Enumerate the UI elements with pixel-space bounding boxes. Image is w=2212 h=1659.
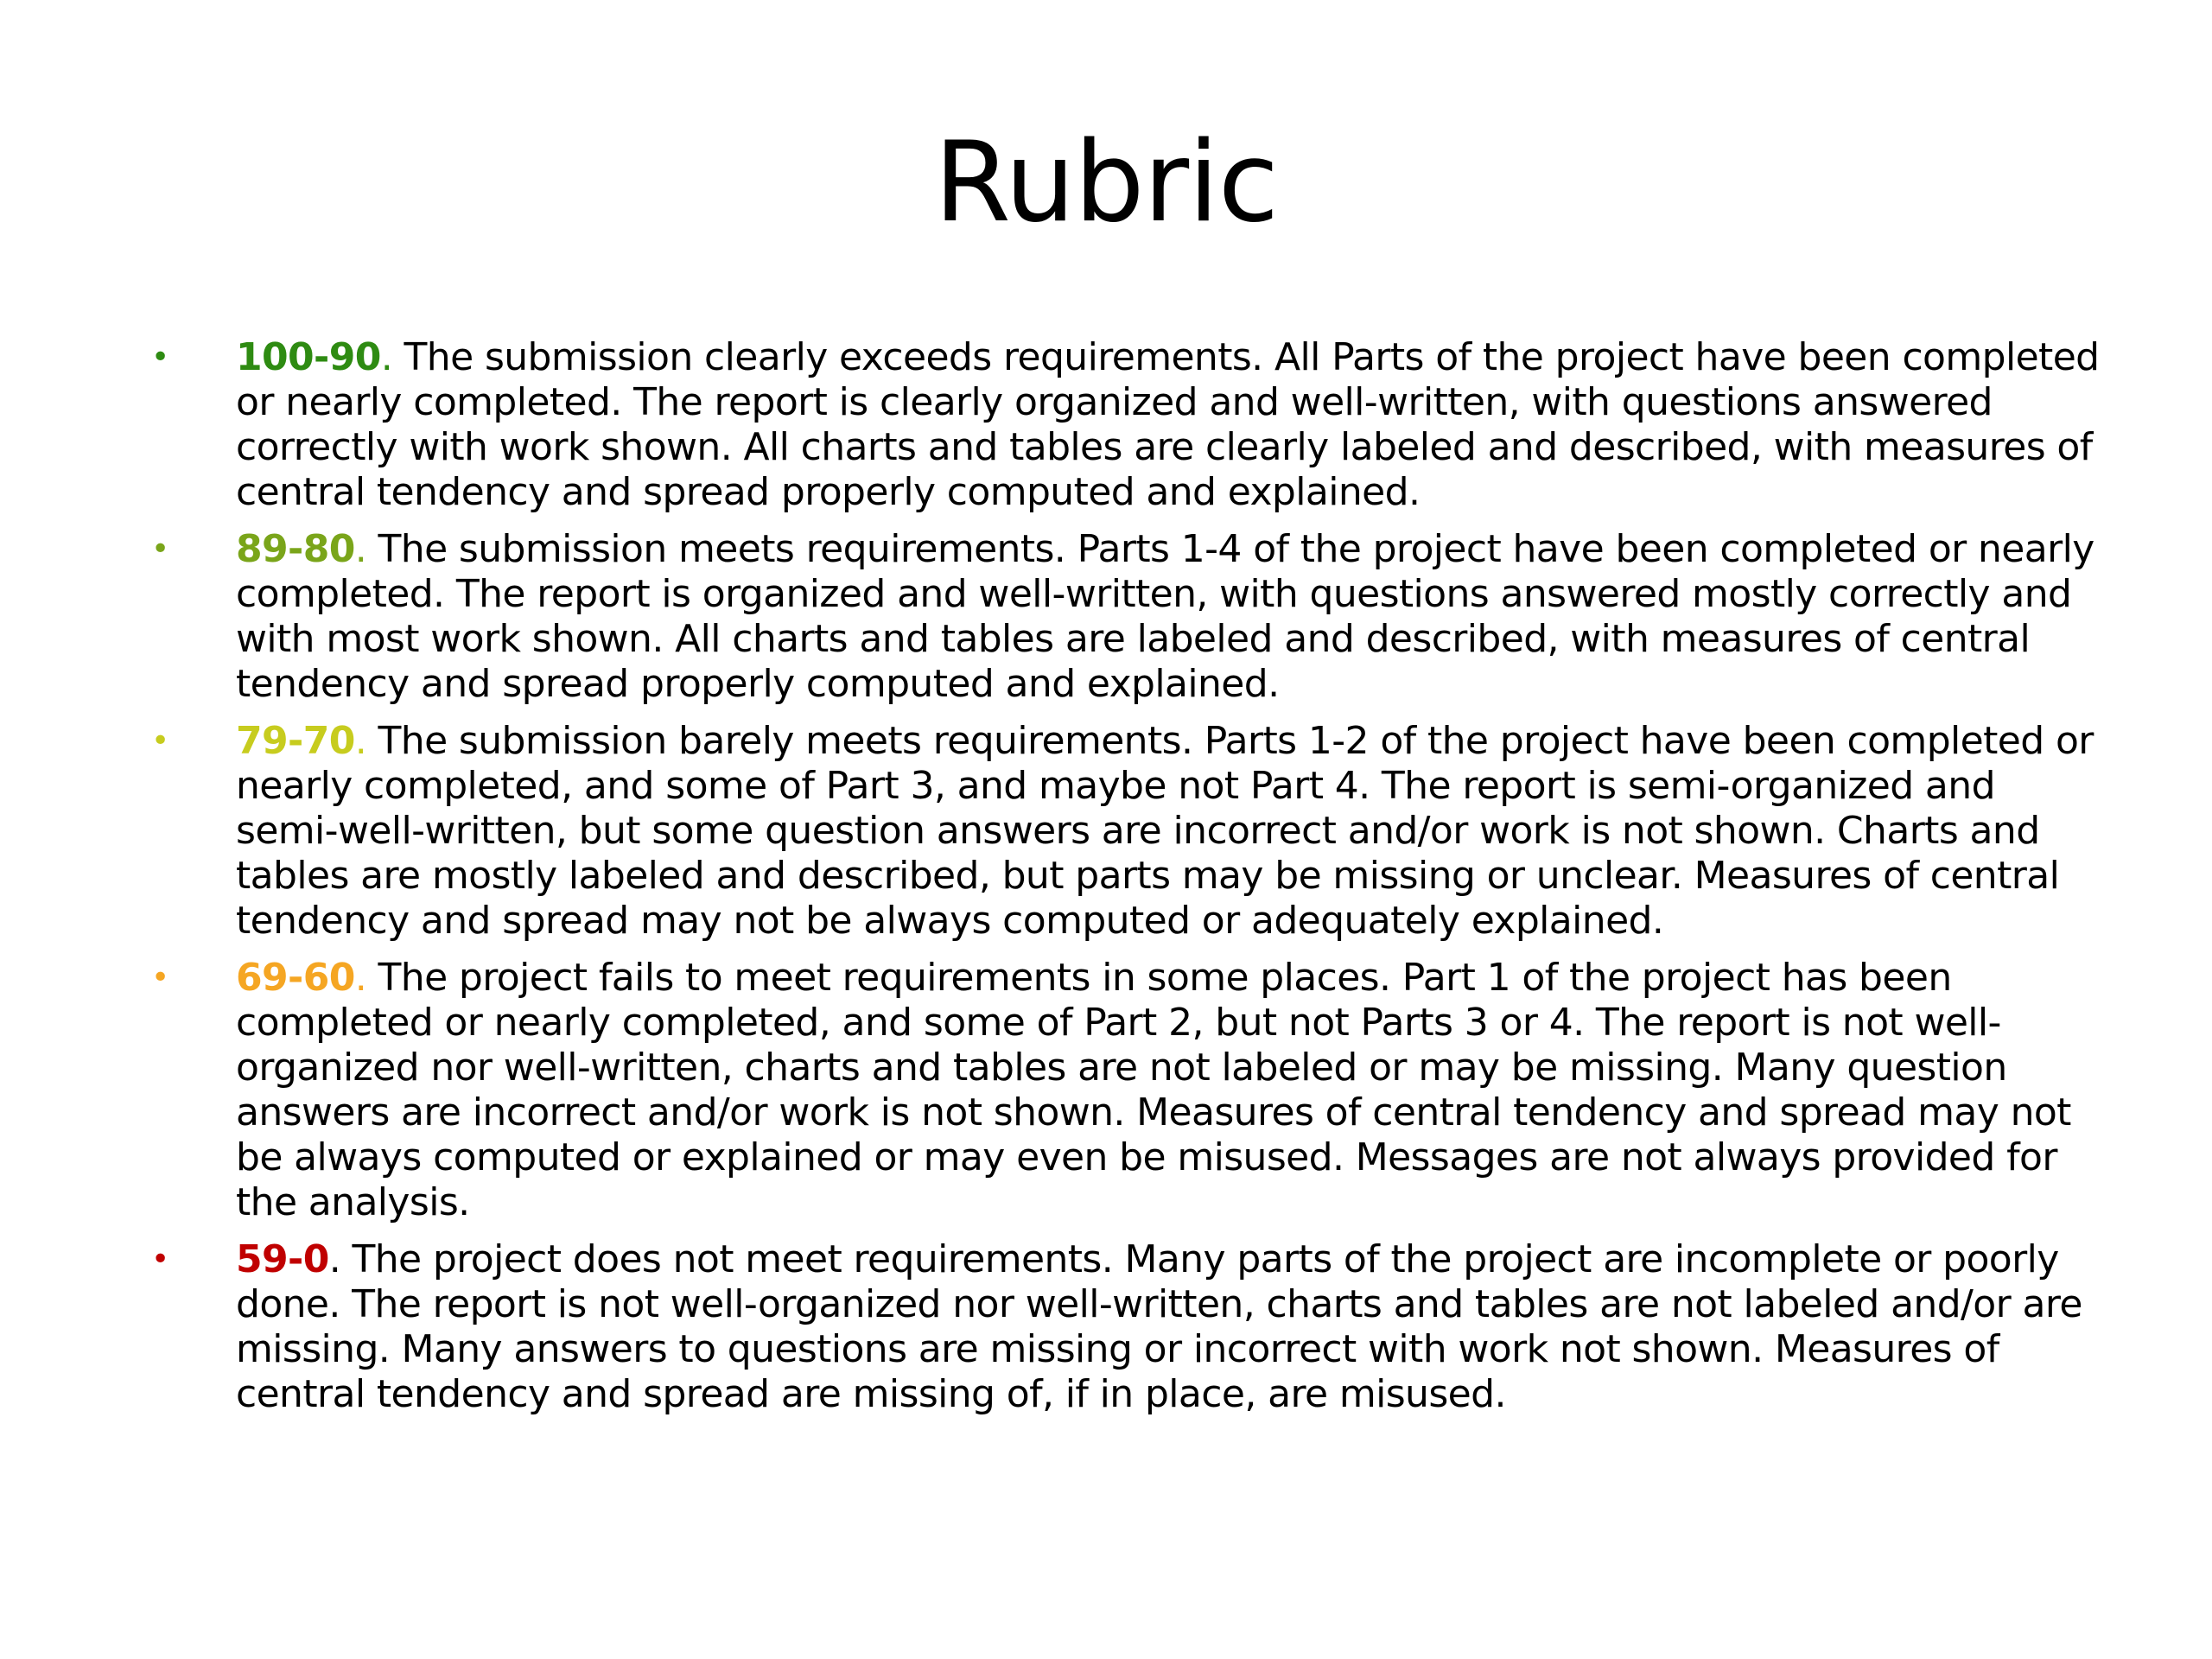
rubric-item-79-70 (151, 719, 2102, 944)
rubric-description: The submission barely meets requirements. Parts 1-2 of the project have been completed or nearly completed, and some of Part 3, and maybe not Part 4. The report is semi-organized and semi-well-written, but some question answers are incorrect and/or work is not shown. Charts and tables are mostly labeled and described, but parts may be missing or unclear. Measures of central tendency and spread may not be always computed or adequately explained. (236, 719, 2094, 943)
score-range: 89-80 (236, 527, 355, 571)
range-separator: . (380, 335, 393, 379)
rubric-list (151, 335, 2102, 1429)
rubric-description: The submission meets requirements. Parts 1-4 of the project have been completed or nearly completed. The report is organized and well-written, with questions answered mostly correctly and with most work shown. All charts and tables are labeled and described, with measures of central tendency and spread properly computed and explained. (236, 527, 2094, 706)
score-range: 100-90 (236, 335, 381, 379)
rubric-description: The submission clearly exceeds requirements. All Parts of the project have been completed or nearly completed. The report is clearly organized and well-written, with questions answered correctly with work shown. All charts and tables are clearly labeled and described, with measures of central tendency and spread properly computed and explained. (236, 335, 2100, 514)
score-range: 69-60 (236, 956, 355, 1000)
rubric-item-100-90 (151, 335, 2102, 515)
range-separator: . (354, 527, 367, 571)
score-range: 79-70 (236, 719, 355, 763)
rubric-item-89-80 (151, 527, 2102, 707)
rubric-description: The project fails to meet requirements in some places. Part 1 of the project has been completed or nearly completed, and some of Part 2, but not Parts 3 or 4. The report is not well-organized nor well-written, charts and tables are not labeled or may be missing. Many question answers are incorrect and/or work is not shown. Measures of central tendency and spread may not be always computed or explained or may even be misused. Messages are not always provided for the analysis. (236, 956, 2071, 1224)
rubric-item-59-0 (151, 1237, 2102, 1417)
bullet-icon: • (151, 531, 169, 567)
bullet-icon: • (151, 960, 169, 995)
score-range: 59-0 (236, 1237, 329, 1281)
bullet-icon: • (151, 1242, 169, 1277)
bullet-icon: • (151, 723, 169, 759)
slide-title: Rubric (933, 118, 1279, 247)
range-separator: . (354, 956, 367, 1000)
rubric-description: . The project does not meet requirements. Many parts of the project are incomplete or poorly done. The report is not well-organized nor well-written, charts and tables are not labeled and/or are missing. Many answers to questions are missing or incorrect with work not shown. Measures of central tendency and spread are missing of, if in place, are misused. (236, 1237, 2082, 1416)
range-separator: . (354, 719, 367, 763)
bullet-icon: • (151, 340, 169, 375)
rubric-item-69-60 (151, 956, 2102, 1225)
